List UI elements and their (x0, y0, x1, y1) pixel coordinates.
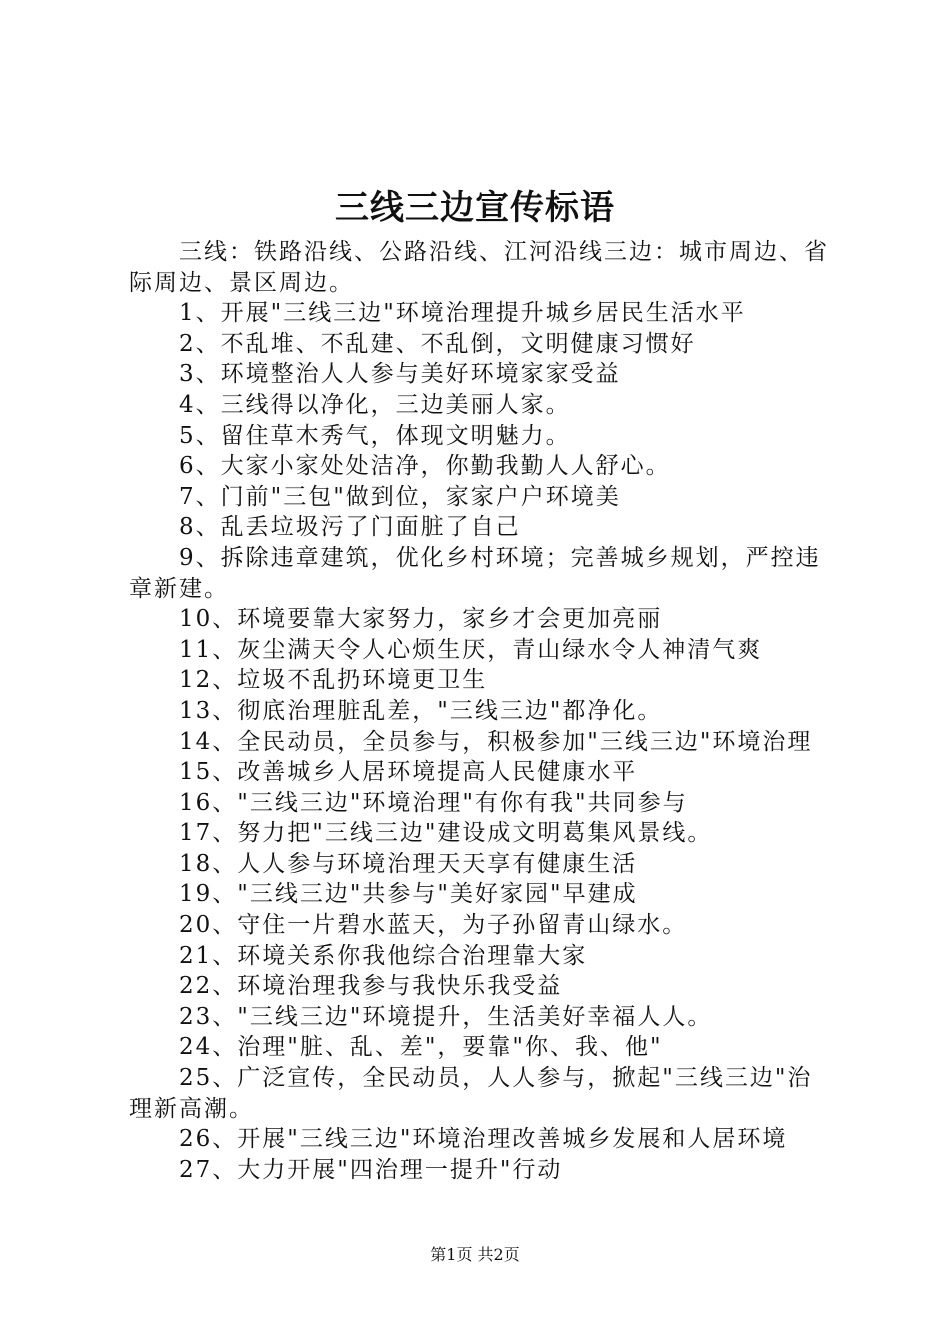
slogan-item: 19、"三线三边"共参与"美好家园"早建成 (179, 881, 638, 908)
slogan-item: 20、守住一片碧水蓝天，为子孙留青山绿水。 (179, 912, 688, 939)
slogan-item: 24、治理"脏、乱、差"，要靠"你、我、他" (179, 1034, 663, 1061)
slogan-item: 21、环境关系你我他综合治理靠大家 (179, 942, 588, 969)
slogan-item: 17、努力把"三线三边"建设成文明葛集风景线。 (179, 820, 713, 847)
slogan-item: 13、彻底治理脏乱差，"三线三边"都净化。 (179, 697, 663, 724)
slogan-item: 5、留住草木秀气，体现文明魅力。 (179, 422, 571, 449)
slogan-item: 15、改善城乡人居环境提高人民健康水平 (179, 759, 638, 786)
slogan-item: 1、开展"三线三边"环境治理提升城乡居民生活水平 (179, 300, 746, 327)
slogan-item: 10、环境要靠大家努力，家乡才会更加亮丽 (179, 606, 663, 633)
intro-paragraph: 三线：铁路沿线、公路沿线、江河沿线三边：城市周边、省际周边、景区周边。 (129, 239, 829, 296)
slogan-item: 9、拆除违章建筑，优化乡村环境；完善城乡规划，严控违章新建。 (129, 544, 821, 602)
slogan-item: 14、全民动员，全员参与，积极参加"三线三边"环境治理 (179, 728, 813, 755)
page-title: 三线三边宣传标语 (335, 188, 615, 228)
slogan-item: 3、环境整治人人参与美好环境家家受益 (179, 361, 621, 388)
slogan-item: 27、大力开展"四治理一提升"行动 (179, 1156, 563, 1183)
document-body (129, 237, 834, 1185)
slogan-item: 4、三线得以净化，三边美丽人家。 (179, 391, 571, 418)
slogan-item: 2、不乱堆、不乱建、不乱倒，文明健康习惯好 (179, 330, 696, 357)
slogan-item: 6、大家小家处处洁净，你勤我勤人人舒心。 (179, 453, 671, 480)
slogan-item: 11、灰尘满天令人心烦生厌，青山绿水令人神清气爽 (179, 636, 763, 663)
slogan-item: 18、人人参与环境治理天天享有健康生活 (179, 850, 638, 877)
slogan-item: 22、环境治理我参与我快乐我受益 (179, 973, 563, 1000)
slogan-item: 12、垃圾不乱扔环境更卫生 (179, 667, 488, 694)
slogan-item: 7、门前"三包"做到位，家家户户环境美 (179, 483, 621, 510)
slogan-item: 8、乱丢垃圾污了门面脏了自己 (179, 514, 521, 541)
slogan-item: 16、"三线三边"环境治理"有你有我"共同参与 (179, 789, 688, 816)
page-footer: 第1页 共2页 (430, 1245, 520, 1264)
slogan-item: 23、"三线三边"环境提升，生活美好幸福人人。 (179, 1003, 713, 1030)
slogan-item: 26、开展"三线三边"环境治理改善城乡发展和人居环境 (179, 1126, 788, 1153)
slogan-item: 25、广泛宣传，全民动员，人人参与，掀起"三线三边"治理新高潮。 (129, 1065, 813, 1122)
